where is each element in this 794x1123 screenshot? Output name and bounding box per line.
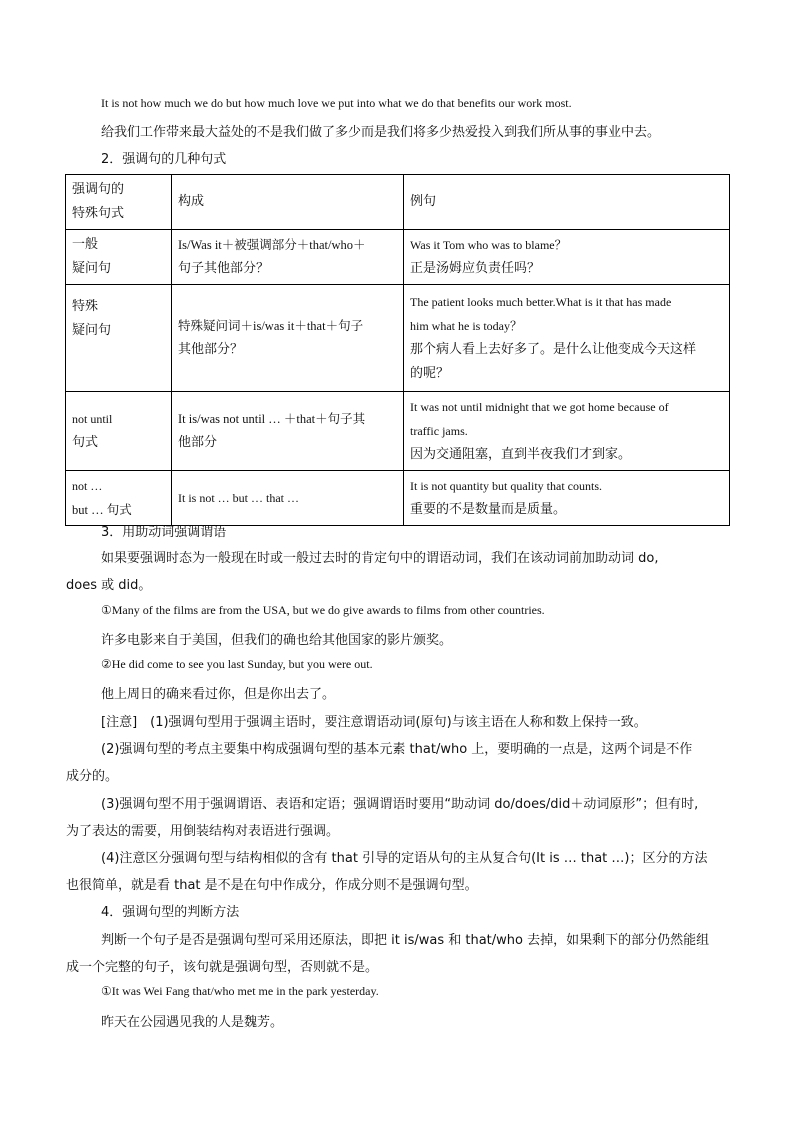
header-example: 例句 — [410, 194, 437, 209]
note-2-line1: (2)强调句型的考点主要集中构成强调句型的基本元素 that/who 上，要明确的一点是，这两个词是不作 — [101, 742, 693, 757]
table-header-row — [66, 175, 730, 230]
header-cell-structure — [172, 175, 404, 230]
row4-example-zh: 重要的不是数量而是质量。 — [410, 502, 567, 517]
section-3-paragraph-line1: 如果要强调时态为一般现在时或一般过去时的肯定句中的谓语动词，我们在该动词前加助动词 do, — [101, 551, 659, 566]
intro-chinese-translation: 给我们工作带来最大益处的不是我们做了多少而是我们将多少热爱投入到我们所从事的事业中去。 — [101, 125, 661, 140]
row1-structure-line1: Is/Was it＋被强调部分＋that/who＋ — [178, 238, 366, 252]
row3-type-cell — [66, 392, 172, 471]
row3-example-en-line2: traffic jams. — [410, 424, 468, 438]
row3-example-zh: 因为交通阻塞，直到半夜我们才到家。 — [410, 447, 632, 462]
section-3-heading: 3．用助动词强调谓语 — [101, 525, 227, 540]
section-4-paragraph-line1: 判断一个句子是否是强调句型可采用还原法，即把 it is/was 和 that/who 去掉，如果剩下的部分仍然能组 — [101, 933, 710, 948]
section-3-example1-chinese: 许多电影来自于美国，但我们的确也给其他国家的影片颁奖。 — [101, 633, 453, 648]
row4-type-cell — [66, 471, 172, 526]
table-row — [66, 230, 730, 285]
emphasis-pattern-table — [65, 174, 730, 526]
row1-example-zh: 正是汤姆应负责任吗？ — [410, 261, 541, 276]
row3-structure-line2: 他部分 — [178, 435, 218, 450]
section-4-example1-english: ①It was Wei Fang that/who met me in the park yesterday. — [101, 984, 379, 998]
row4-structure-cell — [172, 471, 404, 526]
section-3-example2-chinese: 他上周日的确来看过你，但是你出去了。 — [101, 687, 336, 702]
section-3-paragraph-line2: does 或 did。 — [66, 578, 152, 593]
section-4-example1-chinese: 昨天在公园遇见我的人是魏芳。 — [101, 1015, 284, 1030]
note-4-line1: (4)注意区分强调句型与结构相似的含有 that 引导的定语从句的主从复合句(It is … that …)；区分的方法 — [101, 851, 708, 866]
table-row — [66, 392, 730, 471]
header-type-line2: 特殊句式 — [72, 206, 125, 221]
note-3-line2: 为了表达的需要，用倒装结构对表语进行强调。 — [66, 824, 340, 839]
row1-example-cell — [404, 230, 730, 285]
row2-example-cell — [404, 285, 730, 392]
section-3-example1-english: ①Many of the films are from the USA, but we do give awards to films from other countries. — [101, 603, 545, 617]
row1-type-line1: 一般 — [72, 237, 99, 252]
intro-english-sentence: It is not how much we do but how much love we put into what we do that benefits our work most. — [101, 96, 572, 110]
row2-structure-line1: 特殊疑问词＋is/was it＋that＋句子 — [178, 319, 364, 333]
row3-type-line1: not until — [72, 412, 113, 426]
section-4-heading: 4．强调句型的判断方法 — [101, 905, 240, 920]
note-2-line2: 成分的。 — [66, 769, 119, 784]
header-type-line1: 强调句的 — [72, 182, 125, 197]
row4-type-line2: but … 句式 — [72, 503, 132, 517]
row3-structure-line1: It is/was not until … ＋that＋句子其 — [178, 412, 366, 426]
row2-type-cell — [66, 285, 172, 392]
row3-example-cell — [404, 392, 730, 471]
section-4-paragraph-line2: 成一个完整的句子，该句就是强调句型，否则就不是。 — [66, 960, 379, 975]
note-4-line2: 也很简单，就是看 that 是不是在句中作成分，作成分则不是强调句型。 — [66, 878, 478, 893]
row1-structure-cell — [172, 230, 404, 285]
row3-type-line2: 句式 — [72, 435, 99, 450]
row2-structure-cell — [172, 285, 404, 392]
row2-example-en-line1: The patient looks much better.What is it that has made — [410, 295, 672, 309]
row2-example-en-line2: him what he is today？ — [410, 319, 522, 333]
header-cell-example — [404, 175, 730, 230]
row2-type-line1: 特殊 — [72, 299, 99, 314]
row1-type-line2: 疑问句 — [72, 261, 112, 276]
row1-example-en: Was it Tom who was to blame？ — [410, 238, 567, 252]
row1-structure-line2: 句子其他部分？ — [178, 261, 270, 276]
note-1: [注意] (1)强调句型用于强调主语时，要注意谓语动词(原句)与该主语在人称和数上保持一致。 — [101, 715, 647, 730]
section-2-heading: 2．强调句的几种句式 — [101, 152, 227, 167]
table-row — [66, 471, 730, 526]
row3-example-en-line1: It was not until midnight that we got home because of — [410, 400, 669, 414]
header-structure: 构成 — [178, 194, 205, 209]
row4-type-line1: not … — [72, 479, 103, 493]
row1-type-cell — [66, 230, 172, 285]
row4-example-cell — [404, 471, 730, 526]
row3-structure-cell — [172, 392, 404, 471]
row2-type-line2: 疑问句 — [72, 323, 112, 338]
note-3-line1: (3)强调句型不用于强调谓语、表语和定语；强调谓语时要用“助动词 do/does/did＋动词原形”；但有时, — [101, 797, 699, 812]
table-row — [66, 285, 730, 392]
row4-example-en: It is not quantity but quality that counts. — [410, 479, 602, 493]
row2-example-zh-line1: 那个病人看上去好多了。是什么让他变成今天这样 — [410, 342, 697, 357]
row4-structure-line1: It is not … but … that … — [178, 491, 299, 505]
row2-structure-line2: 其他部分？ — [178, 342, 244, 357]
row2-example-zh-line2: 的呢？ — [410, 366, 450, 381]
section-3-example2-english: ②He did come to see you last Sunday, but you were out. — [101, 657, 373, 671]
header-cell-type — [66, 175, 172, 230]
